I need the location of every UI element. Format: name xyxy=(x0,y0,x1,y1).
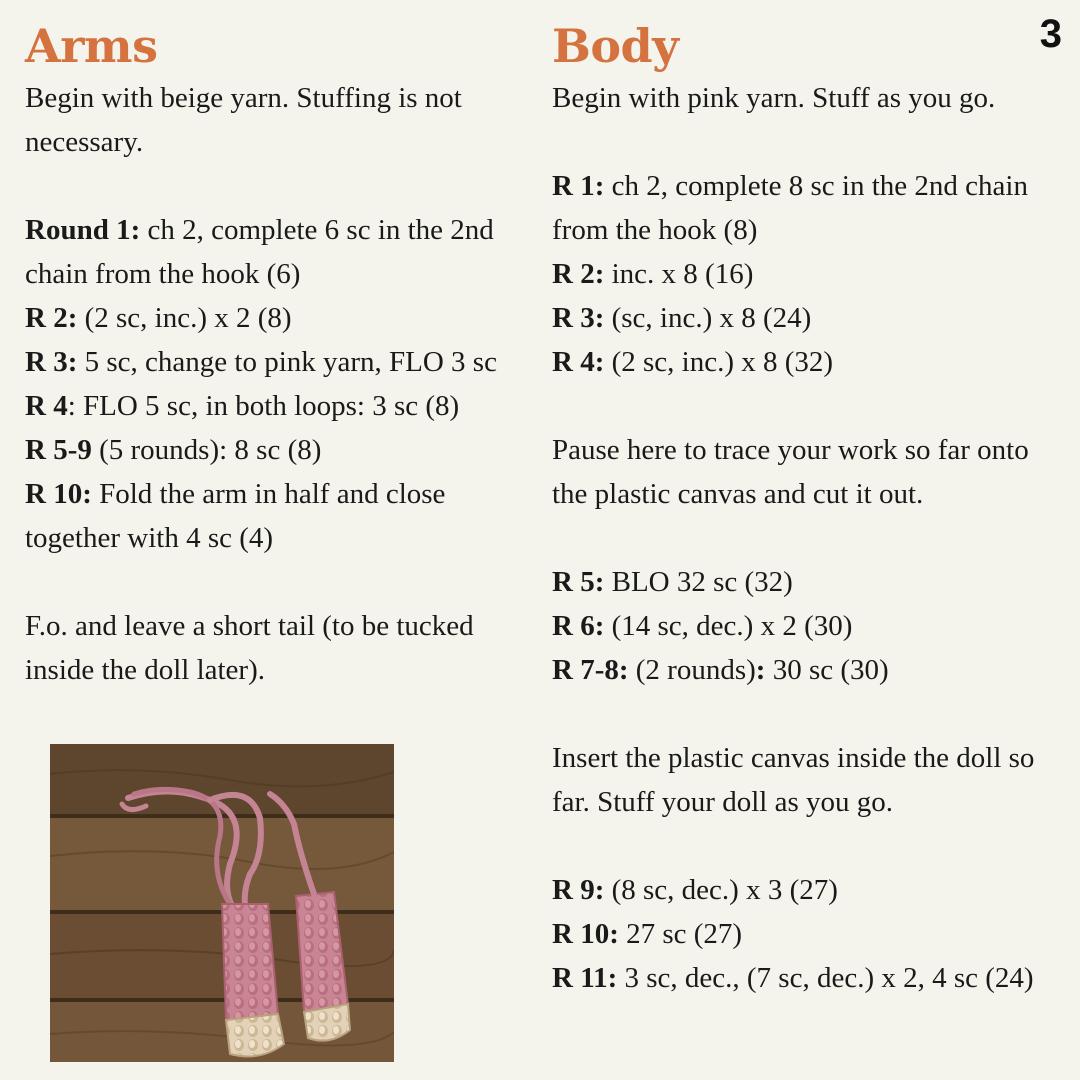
body-round: R 10: 27 sc (27) xyxy=(552,918,743,950)
body-heading: Body xyxy=(552,19,679,73)
body-intro: Begin with pink yarn. Stuff as you go. xyxy=(552,82,996,114)
body-round: R 1: ch 2, complete 8 sc in the 2nd chain from the hook (8) xyxy=(552,170,1028,246)
arms-heading: Arms xyxy=(25,19,158,73)
arms-round: R 3: 5 sc, change to pink yarn, FLO 3 sc xyxy=(25,346,497,378)
body-round: R 5: BLO 32 sc (32) xyxy=(552,566,793,598)
arms-photo-illustration xyxy=(50,744,394,1062)
body-note-trace: Pause here to trace your work so far onto the plastic canvas and cut it out. xyxy=(552,434,1029,510)
arms-outro: F.o. and leave a short tail (to be tucked inside the doll later). xyxy=(25,610,474,686)
body-round: R 3: (sc, inc.) x 8 (24) xyxy=(552,302,812,334)
arms-section xyxy=(25,18,535,692)
body-round: R 7-8: (2 rounds): 30 sc (30) xyxy=(552,654,889,686)
body-section xyxy=(552,18,1067,1000)
arms-intro: Begin with beige yarn. Stuffing is not necessary. xyxy=(25,82,462,158)
arms-round: R 5-9 (5 rounds): 8 sc (8) xyxy=(25,434,322,466)
body-note-insert: Insert the plastic canvas inside the doll so far. Stuff your doll as you go. xyxy=(552,742,1035,818)
arms-round: Round 1: ch 2, complete 6 sc in the 2nd chain from the hook (6) xyxy=(25,214,494,290)
body-round: R 11: 3 sc, dec., (7 sc, dec.) x 2, 4 sc (24) xyxy=(552,962,1034,994)
page-number: 3 xyxy=(1039,12,1062,56)
body-round: R 2: inc. x 8 (16) xyxy=(552,258,754,290)
arms-photo xyxy=(50,744,394,1062)
arms-round: R 4: FLO 5 sc, in both loops: 3 sc (8) xyxy=(25,390,460,422)
body-round: R 6: (14 sc, dec.) x 2 (30) xyxy=(552,610,853,642)
body-round: R 4: (2 sc, inc.) x 8 (32) xyxy=(552,346,834,378)
arms-round: R 10: Fold the arm in half and close together with 4 sc (4) xyxy=(25,478,446,554)
arms-round: R 2: (2 sc, inc.) x 2 (8) xyxy=(25,302,292,334)
body-round: R 9: (8 sc, dec.) x 3 (27) xyxy=(552,874,838,906)
